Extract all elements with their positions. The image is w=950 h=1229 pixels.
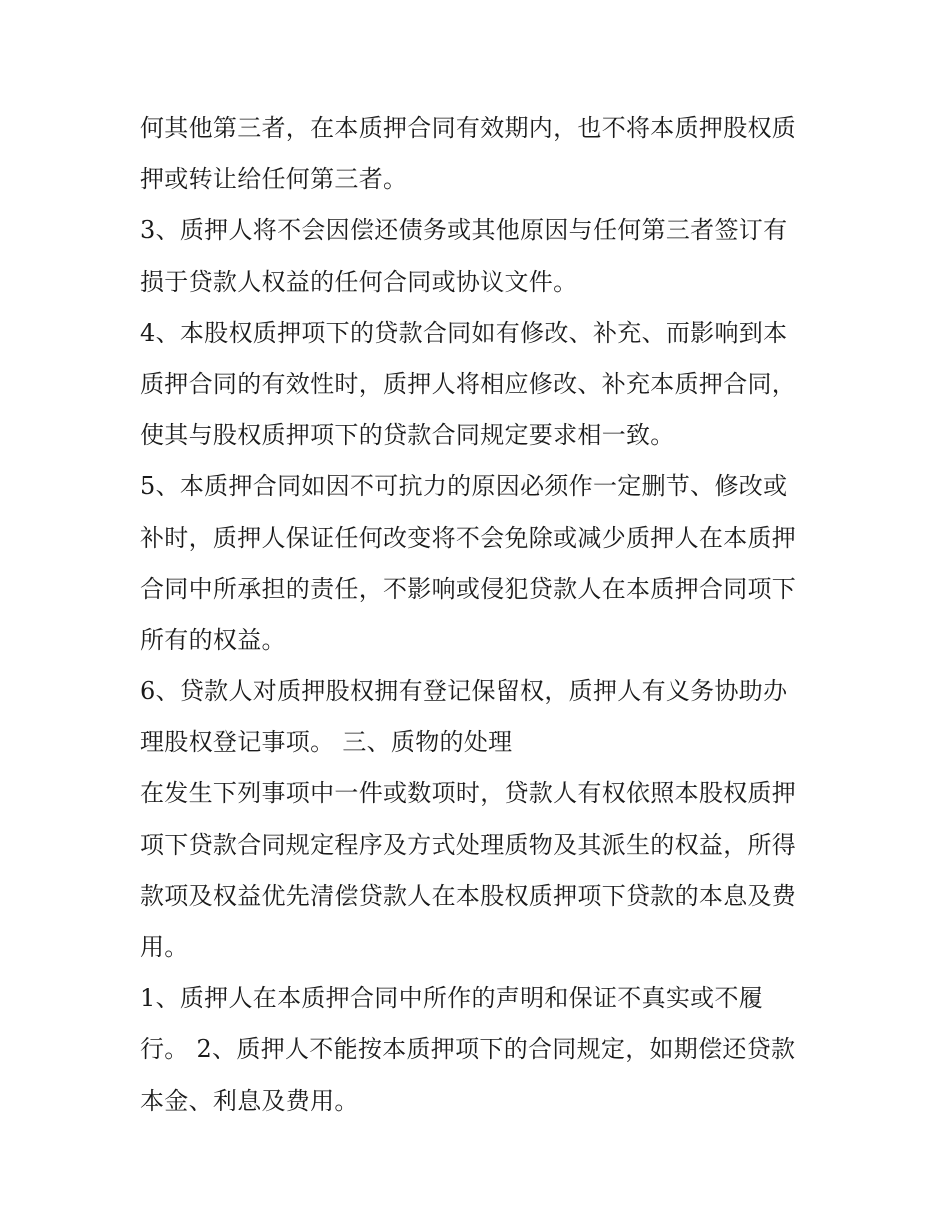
text-line: 何其他第三者，在本质押合同有效期内，也不将本质押股权质	[140, 114, 797, 142]
text-line: 3、质押人将不会因偿还债务或其他原因与任何第三者签订有	[140, 216, 788, 245]
text-line: 损于贷款人权益的任何合同或协议文件。	[140, 267, 578, 296]
text-line: 使其与股权质押项下的贷款合同规定要求相一致。	[140, 421, 675, 450]
text-line: 补时，质押人保证任何改变将不会免除或减少质押人在本质押	[140, 523, 797, 552]
body-text	[140, 103, 830, 1127]
text-line: 项下贷款合同规定程序及方式处理质物及其派生的权益，所得	[140, 830, 797, 859]
text-line: 款项及权益优先清偿贷款人在本股权质押项下贷款的本息及费	[140, 881, 797, 910]
text-line: 用。	[140, 933, 189, 961]
text-line: 理股权登记事项。 三、质物的处理	[140, 728, 513, 757]
text-line: 5、本质押合同如因不可抗力的原因必须作一定删节、修改或	[140, 472, 788, 501]
text-line: 本金、利息及费用。	[140, 1086, 359, 1115]
text-line: 押或转让给任何第三者。	[140, 165, 408, 194]
text-line: 质押合同的有效性时，质押人将相应修改、补充本质押合同，	[140, 369, 797, 398]
text-line: 所有的权益。	[140, 625, 286, 654]
text-line: 6、贷款人对质押股权拥有登记保留权，质押人有义务协助办	[140, 677, 788, 706]
text-line: 4、本股权质押项下的贷款合同如有修改、补充、而影响到本	[140, 318, 788, 347]
text-line: 在发生下列事项中一件或数项时，贷款人有权依照本股权质押	[140, 779, 797, 808]
text-line: 合同中所承担的责任，不影响或侵犯贷款人在本质押合同项下	[140, 574, 797, 603]
text-line: 1、质押人在本质押合同中所作的声明和保证不真实或不履	[140, 984, 764, 1013]
text-line: 行。 2、质押人不能按本质押项下的合同规定，如期偿还贷款	[140, 1035, 796, 1064]
